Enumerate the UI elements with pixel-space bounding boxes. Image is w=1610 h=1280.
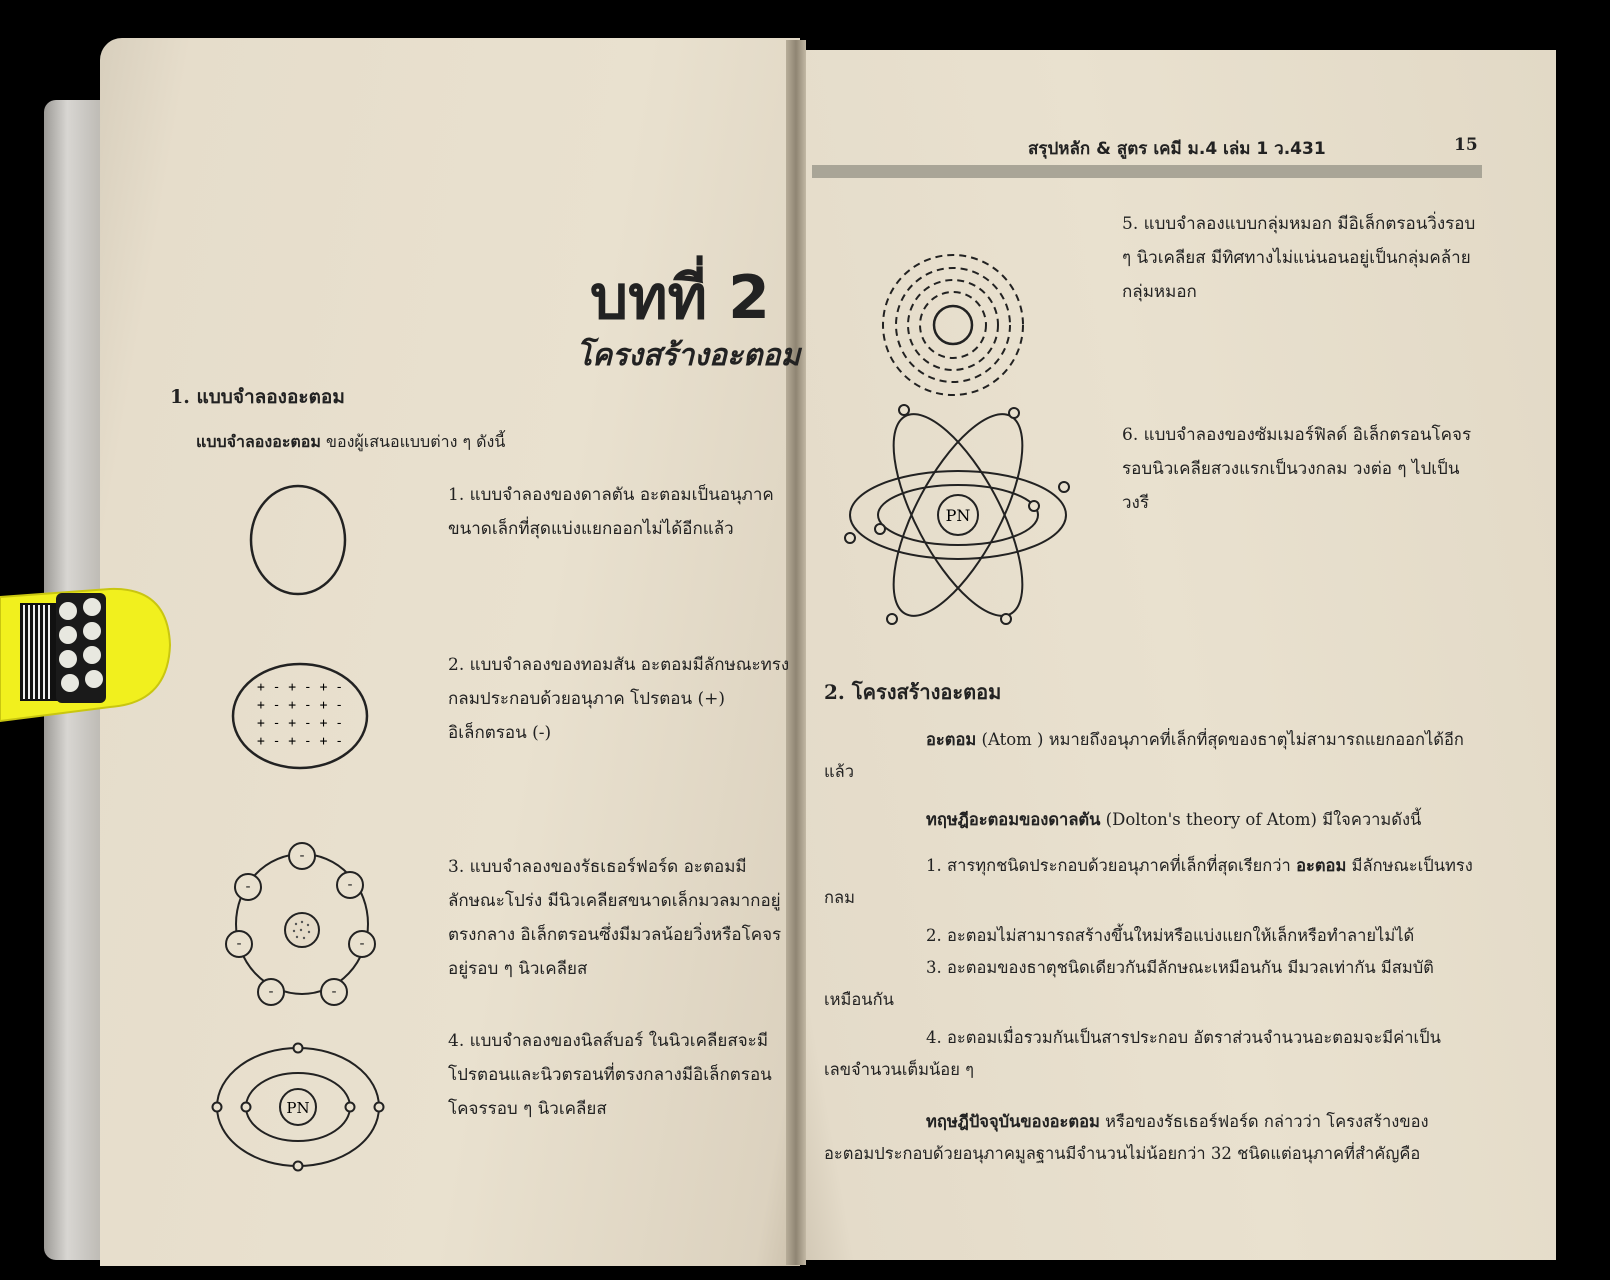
- model-item-3: [448, 850, 793, 986]
- section2-heading: 2. โครงสร้างอะตอม: [824, 680, 1002, 704]
- thomson-charge-row: + - + - + -: [256, 734, 344, 749]
- model-item-1: [448, 478, 793, 546]
- thomson-charge-row: + - + - + -: [256, 716, 344, 731]
- dalton-term: ทฤษฎีอะตอมของดาลตัน: [926, 810, 1101, 829]
- modern-theory-text: หรือของรัธเธอร์ฟอร์ด กล่าวว่า โครงสร้างของอะตอมประกอบด้วยอนุภาคมูลฐานมีจำนวนไม่น้อยกว่า 32 ชนิดแต่อนุภาคที่สำคัญคือ: [824, 1112, 1429, 1163]
- point-bold: อะตอม: [1296, 856, 1347, 875]
- sommerfeld-model-diagram: [840, 398, 1070, 628]
- item-text: แบบจำลองแบบกลุ่มหมอก มีอิเล็กตรอนวิ่งรอบ ๆ นิวเคลียส มีทิศทางไม่แน่นอนอยู่เป็นกลุ่มคล้ายกลุ่มหมอก: [1122, 214, 1476, 302]
- point-text: อะตอมเมื่อรวมกันเป็นสารประกอบ อัตราส่วนจำนวนอะตอมจะมีค่าเป็นเลขจำนวนเต็มน้อย ๆ: [824, 1028, 1441, 1079]
- item-number: 1.: [448, 485, 465, 505]
- item-number: 6.: [1122, 425, 1139, 445]
- section1-heading: 1. แบบจำลองอะตอม: [170, 386, 345, 408]
- point-text-after: มีลักษณะเป็นทรงกลม: [824, 856, 1473, 907]
- bookmark-clip: [0, 585, 172, 725]
- bohr-model-diagram: [208, 1040, 388, 1174]
- electron-label: -: [359, 936, 365, 952]
- thomson-charge-row: + - + - + -: [256, 680, 344, 695]
- item-text: แบบจำลองของนิลส์บอร์ ในนิวเคลียสจะมีโปรตอนและนิวตรอนที่ตรงกลางมีอิเล็กตรอนโคจรรอบ ๆ นิวเคลียส: [448, 1031, 772, 1119]
- cloud-model-diagram: [880, 252, 1026, 398]
- dalton-model-diagram: [248, 484, 348, 596]
- point-number: 3.: [926, 958, 942, 977]
- running-header: สรุปหลัก & สูตร เคมี ม.4 เล่ม 1 ว.431: [1028, 139, 1326, 159]
- chapter-title: โครงสร้างอะตอม: [576, 338, 801, 373]
- model-item-5: [1122, 207, 1482, 309]
- atom-term: อะตอม: [926, 730, 977, 749]
- electron-label: -: [245, 879, 251, 895]
- dalton-intro-text: (Dolton's theory of Atom) มีใจความดังนี้: [1100, 810, 1422, 829]
- dalton-point-3: [824, 952, 1474, 1016]
- dalton-point-4: [824, 1022, 1474, 1086]
- point-number: 4.: [926, 1028, 942, 1047]
- header-rule: [812, 165, 1482, 178]
- item-number: 4.: [448, 1031, 465, 1051]
- dalton-point-2: [824, 920, 1474, 952]
- point-text: สารทุกชนิดประกอบด้วยอนุภาคที่เล็กที่สุดเรียกว่า: [947, 856, 1297, 875]
- electron-label: -: [268, 984, 274, 1000]
- page-number: 15: [1454, 135, 1478, 155]
- dalton-theory-intro: [824, 804, 1474, 836]
- atom-definition: [824, 724, 1474, 788]
- section1-intro: [196, 430, 505, 455]
- electron-label: -: [331, 984, 337, 1000]
- point-text: อะตอมไม่สามารถสร้างขึ้นใหม่หรือแบ่งแยกให้เล็กหรือทำลายไม่ได้: [947, 926, 1415, 945]
- model-item-6: [1122, 418, 1482, 520]
- nucleus-label: PN: [945, 506, 971, 525]
- electron-label: -: [347, 877, 353, 893]
- item-text: แบบจำลองของดาลตัน อะตอมเป็นอนุภาคขนาดเล็กที่สุดแบ่งแยกออกไม่ได้อีกแล้ว: [448, 485, 774, 539]
- point-number: 1.: [926, 856, 942, 875]
- item-number: 3.: [448, 857, 465, 877]
- atom-definition-text: (Atom ) หมายถึงอนุภาคที่เล็กที่สุดของธาตุไม่สามารถแยกออกได้อีกแล้ว: [824, 730, 1464, 781]
- item-text: แบบจำลองของทอมสัน อะตอมมีลักษณะทรงกลมประกอบด้วยอนุภาค โปรตอน (+) อิเล็กตรอน (-): [448, 655, 790, 743]
- model-item-2: [448, 648, 793, 750]
- item-text: แบบจำลองของซัมเมอร์ฟิลด์ อิเล็กตรอนโคจรรอบนิวเคลียสวงแรกเป็นวงกลม วงต่อ ๆ ไปเป็นวงรี: [1122, 425, 1472, 513]
- intro-bold: แบบจำลองอะตอม: [196, 432, 321, 451]
- chapter-number: บทที่ 2: [590, 263, 770, 333]
- model-item-4: [448, 1024, 793, 1126]
- nucleus-label: PN: [286, 1099, 310, 1117]
- item-number: 2.: [448, 655, 465, 675]
- item-number: 5.: [1122, 214, 1139, 234]
- rutherford-model-diagram: [224, 840, 380, 1008]
- thomson-model-diagram: [230, 661, 370, 771]
- modern-theory: [824, 1106, 1474, 1170]
- electron-label: -: [236, 936, 242, 952]
- intro-rest: ของผู้เสนอแบบต่าง ๆ ดังนี้: [320, 432, 506, 451]
- point-text: อะตอมของธาตุชนิดเดียวกันมีลักษณะเหมือนกัน มีมวลเท่ากัน มีสมบัติเหมือนกัน: [824, 958, 1434, 1009]
- dalton-point-1: [824, 850, 1474, 914]
- item-text: แบบจำลองของรัธเธอร์ฟอร์ด อะตอมมีลักษณะโปร่ง มีนิวเคลียสขนาดเล็กมวลมากอยู่ตรงกลาง อิเล็กตรอนซึ่งมีมวลน้อยวิ่งหรือโคจรอยู่รอบ ๆ นิวเคลียส: [448, 857, 782, 979]
- thomson-charge-row: + - + - + -: [256, 698, 344, 713]
- point-number: 2.: [926, 926, 942, 945]
- modern-theory-term: ทฤษฎีปัจจุบันของอะตอม: [926, 1112, 1100, 1131]
- electron-label: -: [299, 848, 305, 864]
